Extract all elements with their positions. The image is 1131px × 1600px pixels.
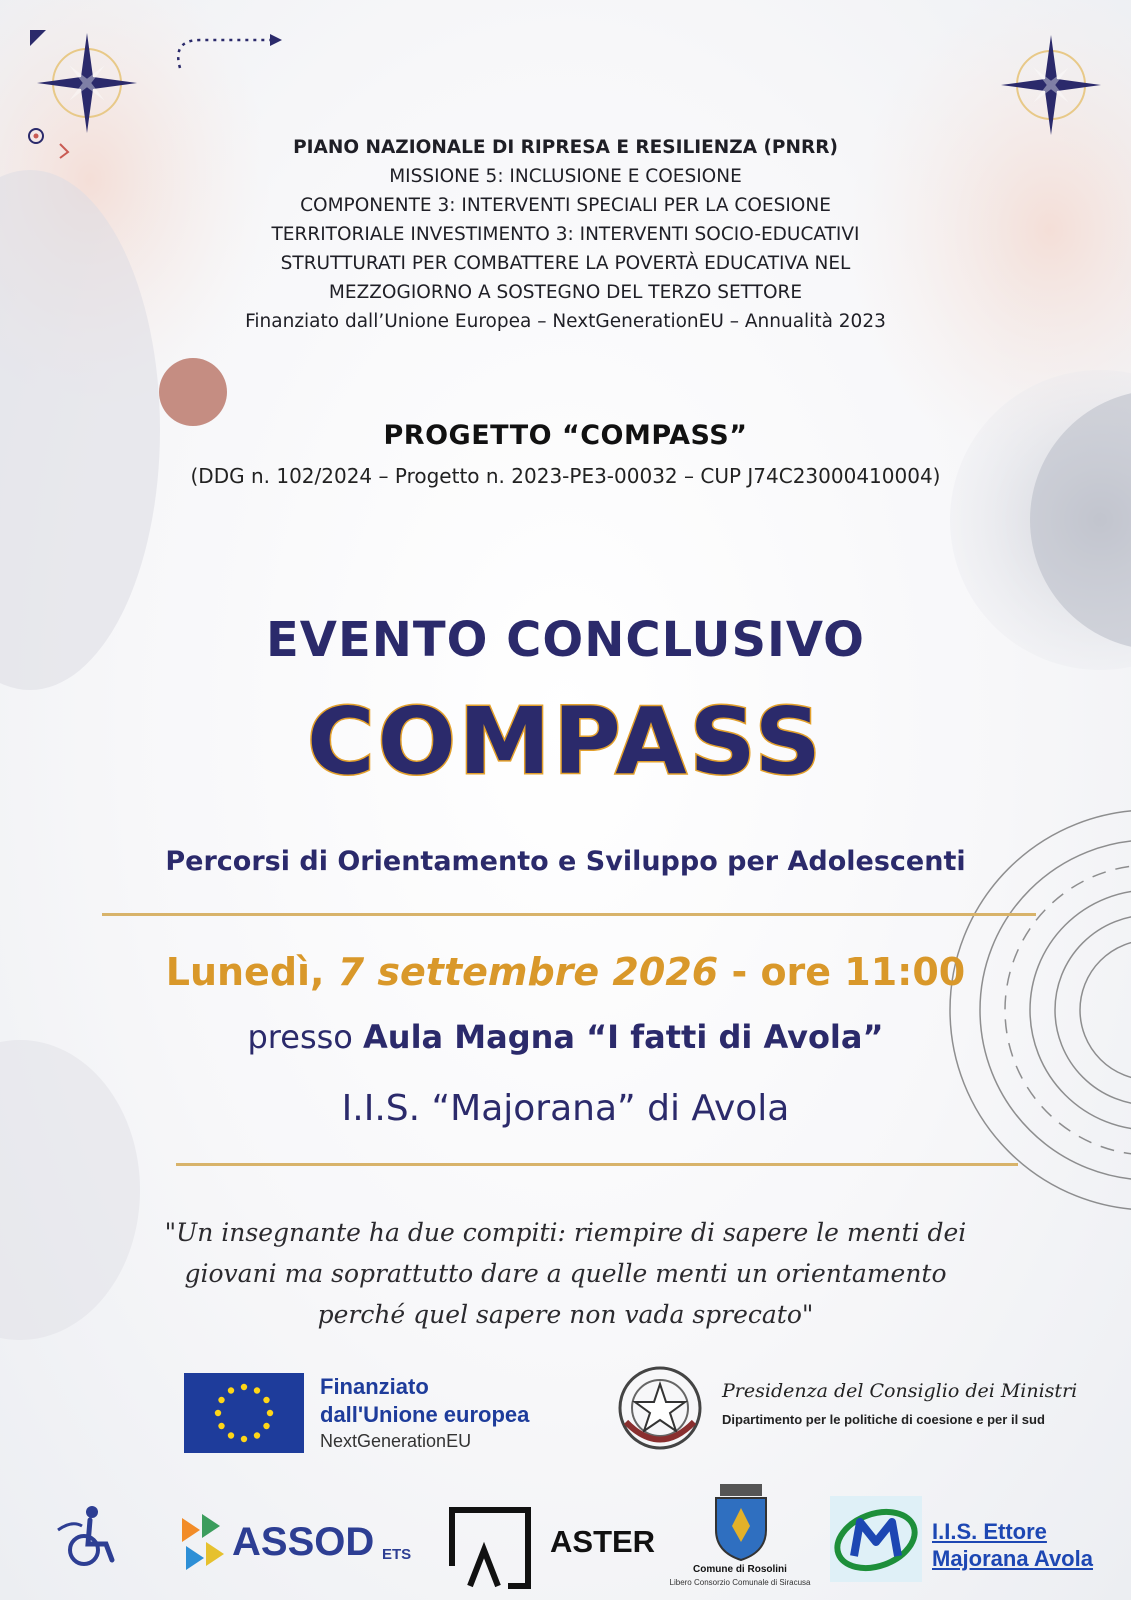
location-name: Aula Magna “I fatti di Avola” [363,1018,884,1056]
eu-star-icon [263,1423,269,1429]
assod-logo-icon [172,1508,228,1574]
divider [176,1163,1018,1166]
divider [102,913,1036,916]
pnrr-line: COMPONENTE 3: INTERVENTI SPECIALI PER LA COESIONE [300,195,831,216]
eu-star-icon [254,1432,260,1438]
aster-logo-icon [448,1506,532,1590]
quote [0,1212,1131,1335]
event-name: COMPASS [307,688,824,795]
project-title: PROGETTO “COMPASS” [383,420,748,451]
eu-star-icon [241,1384,247,1390]
presidenza-department: Dipartimento per le politiche di coesione e per il sud [722,1412,1045,1427]
event-school: I.I.S. “Majorana” di Avola [341,1088,790,1129]
aster-name: ASTER [550,1524,656,1559]
comune-subtitle: Libero Consorzio Comunale di Siracusa [669,1578,811,1587]
comune-name: Comune di Rosolini [693,1564,787,1575]
pnrr-line: STRUTTURATI PER COMBATTERE LA POVERTÀ EDUCATIVA NEL [280,253,851,274]
eu-funding-logo [320,1373,529,1452]
event-location [0,1018,1131,1056]
location-prefix: presso [247,1018,353,1056]
eu-flag-icon [184,1373,304,1453]
iis-majorana-logo-icon [828,1494,924,1584]
assod-name: ASSOD [232,1520,375,1564]
event-subtitle: Percorsi di Orientamento e Sviluppo per Adolescenti [165,846,966,877]
italian-republic-emblem-icon [614,1362,706,1454]
date-date: 7 settembre 2026 [337,950,719,994]
eu-star-icon [215,1410,221,1416]
pnrr-line: MISSIONE 5: INCLUSIONE E COESIONE [389,166,742,187]
event-heading: EVENTO CONCLUSIVO [266,612,865,668]
pnrr-header [0,133,1131,336]
iis-logo-text [932,1518,1093,1572]
eu-line1: Finanziato [320,1374,429,1399]
iis-logo-line1: I.I.S. Ettore [932,1519,1047,1544]
iis-logo-line2: Majorana Avola [932,1546,1093,1571]
date-day: Lunedì, [165,950,325,994]
eu-star-icon [263,1397,269,1403]
presidenza-name: Presidenza del Consiglio dei Ministri [722,1380,1078,1402]
eu-star-icon [241,1436,247,1442]
eu-line3: NextGenerationEU [320,1431,472,1451]
eu-star-icon [218,1423,224,1429]
eu-star-icon [254,1387,260,1393]
eu-star-icon [228,1432,234,1438]
pnrr-line: TERRITORIALE INVESTIMENTO 3: INTERVENTI SOCIO-EDUCATIVI [271,224,860,245]
project-reference: (DDG n. 102/2024 – Progetto n. 2023-PE3-00032 – CUP J74C23000410004) [190,464,941,488]
eu-star-icon [218,1397,224,1403]
pnrr-line: MEZZOGIORNO A SOSTEGNO DEL TERZO SETTORE [328,282,803,303]
pnrr-title: PIANO NAZIONALE DI RIPRESA E RESILIENZA (PNRR) [293,137,838,158]
rosolini-coat-of-arms-icon [706,1482,776,1562]
quote-line: perché quel sapere non vada sprecato" [317,1300,814,1329]
quote-line: giovani ma soprattutto dare a quelle menti un orientamento [184,1259,947,1288]
eu-star-icon [228,1387,234,1393]
eu-line2: dall'Unione europea [320,1402,530,1427]
eu-star-icon [267,1410,273,1416]
pnrr-line: Finanziato dall’Unione Europea – NextGenerationEU – Annualità 2023 [245,311,886,332]
assod-suffix: ETS [382,1546,412,1563]
compass-rose-icon [996,30,1106,140]
quote-line: "Un insegnante ha due compiti: riempire di sapere le menti dei [164,1218,967,1247]
date-time: - ore 11:00 [731,950,966,994]
wheelchair-association-logo-icon [52,1500,122,1570]
event-date [0,950,1131,994]
